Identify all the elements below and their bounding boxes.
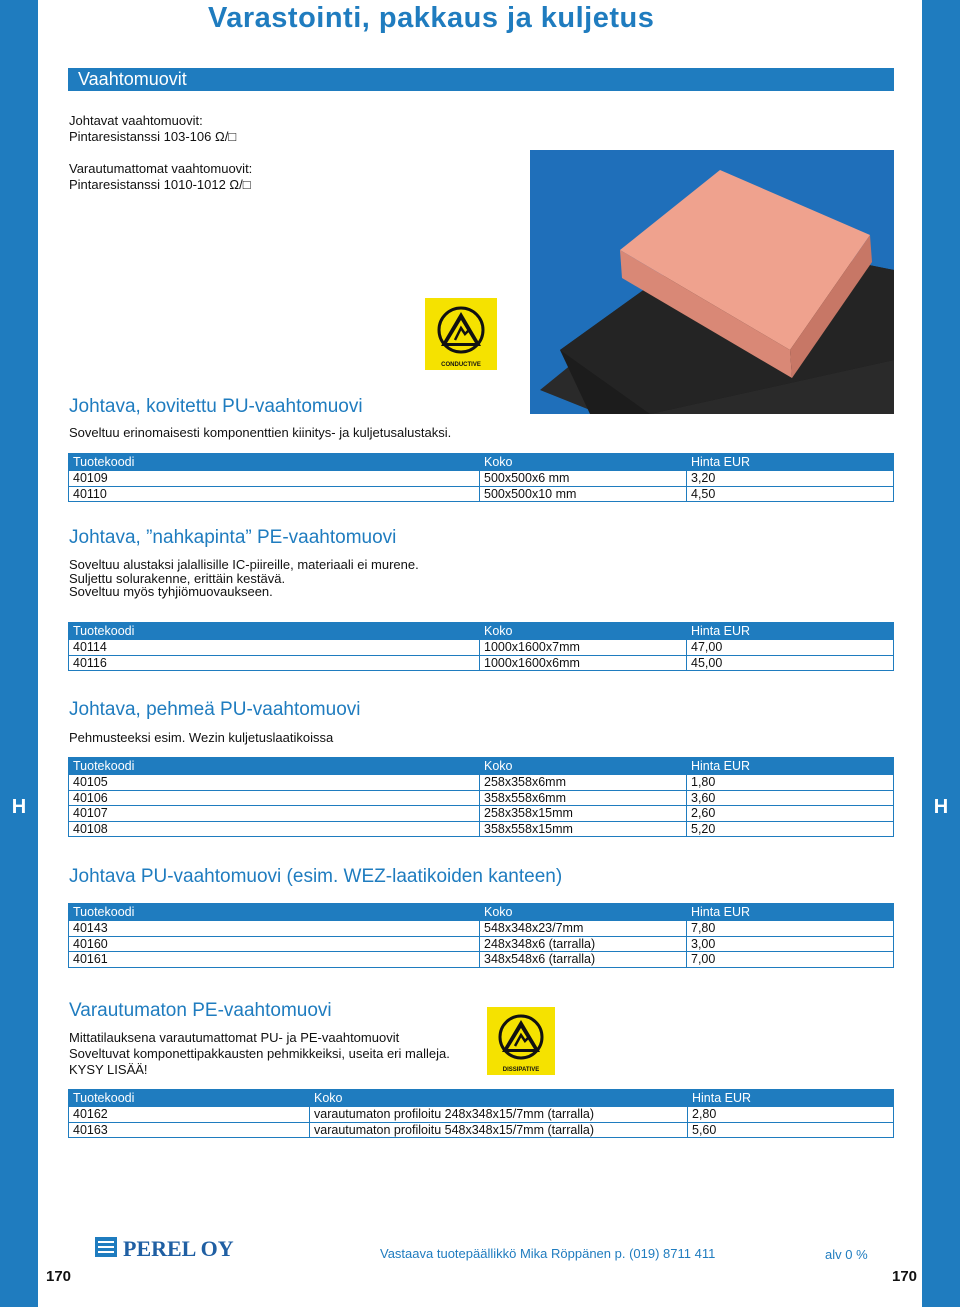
page-title: Varastointi, pakkaus ja kuljetus: [208, 2, 655, 34]
cell-code: 40105: [69, 775, 480, 791]
cell-code: 40116: [69, 655, 480, 671]
product-title-2: Johtava, ”nahkapinta” PE-vaahtomuovi: [69, 527, 397, 548]
cell-code: 40160: [69, 936, 480, 952]
cell-size: 548x348x23/7mm: [480, 921, 687, 937]
conductive-esd-label: [425, 298, 497, 370]
table-row: [69, 921, 894, 937]
cell-size: 358x558x15mm: [480, 821, 687, 837]
cell-size: 248x348x6 (tarralla): [480, 936, 687, 952]
cell-size: 358x558x6mm: [480, 790, 687, 806]
product-table-1: [68, 453, 894, 502]
header-price: Hinta EUR: [687, 623, 894, 640]
cell-price: 1,80: [687, 775, 894, 791]
intro-conductive-value: Pintaresistanssi 103-106 Ω/□: [69, 129, 237, 144]
product-desc-1: [69, 425, 451, 441]
cell-size: varautumaton profiloitu 248x348x15/7mm (tarralla): [310, 1107, 688, 1123]
header-size: Koko: [480, 454, 687, 471]
header-price: Hinta EUR: [687, 904, 894, 921]
cell-price: 3,20: [687, 471, 894, 487]
cell-price: 4,50: [687, 486, 894, 502]
cell-code: 40114: [69, 640, 480, 656]
header-code: Tuotekoodi: [69, 454, 480, 471]
cell-price: 47,00: [687, 640, 894, 656]
page-number-left: 170: [46, 1268, 72, 1285]
cell-price: 3,60: [687, 790, 894, 806]
cell-code: 40108: [69, 821, 480, 837]
product-desc-line: Soveltuvat komponettipakkausten pehmikkeiksi, useita eri malleja.: [69, 1046, 450, 1061]
intro-conductive-title: Johtavat vaahtomuovit:: [69, 113, 203, 128]
table-row: [69, 1107, 894, 1123]
product-desc-line: Suljettu solurakenne, erittäin kestävä.: [69, 570, 286, 586]
intro-dissipative: [69, 161, 252, 193]
left-side-strip: [0, 0, 38, 1307]
header-code: Tuotekoodi: [69, 904, 480, 921]
perel-logo: [95, 1234, 263, 1260]
cell-size: 1000x1600x7mm: [480, 640, 687, 656]
footer-contact: Vastaava tuotepäällikkö Mika Röppänen p. (019) 8711 411: [380, 1246, 716, 1261]
table-row: [69, 936, 894, 952]
header-price: Hinta EUR: [688, 1090, 894, 1107]
product-table-5: [68, 1089, 894, 1138]
cell-size: 500x500x10 mm: [480, 486, 687, 502]
header-code: Tuotekoodi: [69, 1090, 310, 1107]
table-row: [69, 806, 894, 822]
dissipative-label-text: DISSIPATIVE: [502, 1067, 540, 1073]
header-code: Tuotekoodi: [69, 623, 480, 640]
intro-dissipative-value: Pintaresistanssi 1010-1012 Ω/□: [69, 177, 251, 192]
product-desc-line: KYSY LISÄÄ!: [69, 1062, 148, 1077]
product-desc-line: Soveltuu myös tyhjiömuovaukseen.: [69, 584, 273, 599]
table-row: [69, 486, 894, 502]
product-desc-3: [69, 730, 333, 746]
section-title-bar: Vaahtomuovit: [68, 68, 894, 91]
cell-code: 40163: [69, 1122, 310, 1138]
table-row: [69, 1122, 894, 1138]
side-marker-right: H: [933, 796, 949, 818]
product-table-4: [68, 903, 894, 968]
product-title-5: Varautumaton PE-vaahtomuovi: [69, 1000, 332, 1021]
cell-code: 40110: [69, 486, 480, 502]
conductive-label-text: CONDUCTIVE: [441, 362, 481, 368]
cell-price: 45,00: [687, 655, 894, 671]
table-row: [69, 471, 894, 487]
dissipative-esd-label: [487, 1007, 555, 1075]
cell-code: 40107: [69, 806, 480, 822]
product-desc-line: Soveltuu erinomaisesti komponenttien kiinitys- ja kuljetusalustaksi.: [69, 425, 452, 440]
cell-price: 2,60: [687, 806, 894, 822]
cell-price: 5,60: [688, 1122, 894, 1138]
intro-dissipative-title: Varautumattomat vaahtomuovit:: [69, 161, 253, 176]
cell-price: 3,00: [687, 936, 894, 952]
product-title-1: Johtava, kovitettu PU-vaahtomuovi: [69, 396, 363, 417]
cell-size: 258x358x6mm: [480, 775, 687, 791]
product-title-4: Johtava PU-vaahtomuovi (esim. WEZ-laatikoiden kanteen): [69, 866, 563, 887]
table-row: [69, 821, 894, 837]
footer-vat: alv 0 %: [825, 1247, 868, 1262]
table-row: [69, 775, 894, 791]
table-row: [69, 952, 894, 968]
logo-text: PEREL OY: [123, 1236, 234, 1260]
cell-code: 40106: [69, 790, 480, 806]
side-marker-left: H: [11, 796, 27, 818]
product-desc-line: Mittatilauksena varautumattomat PU- ja PE-vaahtomuovit: [69, 1030, 400, 1045]
product-desc-line: Soveltuu alustaksi jalallisille IC-piireille, materiaali ei murene.: [69, 557, 419, 572]
product-title-3: Johtava, pehmeä PU-vaahtomuovi: [69, 699, 361, 720]
header-price: Hinta EUR: [687, 758, 894, 775]
cell-size: varautumaton profiloitu 548x348x15/7mm (tarralla): [310, 1122, 688, 1138]
header-price: Hinta EUR: [687, 454, 894, 471]
cell-code: 40143: [69, 921, 480, 937]
intro-conductive: [69, 113, 236, 145]
table-row: [69, 640, 894, 656]
cell-price: 2,80: [688, 1107, 894, 1123]
header-size: Koko: [480, 904, 687, 921]
product-table-2: [68, 622, 894, 671]
right-side-strip: [922, 0, 960, 1307]
cell-code: 40162: [69, 1107, 310, 1123]
header-size: Koko: [480, 758, 687, 775]
page-number-right: 170: [892, 1268, 918, 1285]
product-desc-line: Pehmusteeksi esim. Wezin kuljetuslaatikoissa: [69, 730, 334, 745]
cell-size: 258x358x15mm: [480, 806, 687, 822]
cell-code: 40109: [69, 471, 480, 487]
product-desc-5: [69, 1030, 450, 1078]
product-table-3: [68, 757, 894, 837]
cell-price: 5,20: [687, 821, 894, 837]
foam-product-photo: [530, 150, 894, 414]
cell-size: 348x548x6 (tarralla): [480, 952, 687, 968]
cell-size: 1000x1600x6mm: [480, 655, 687, 671]
cell-code: 40161: [69, 952, 480, 968]
cell-price: 7,00: [687, 952, 894, 968]
table-row: [69, 655, 894, 671]
cell-price: 7,80: [687, 921, 894, 937]
header-size: Koko: [310, 1090, 688, 1107]
table-row: [69, 790, 894, 806]
product-desc-2: [69, 558, 419, 599]
header-size: Koko: [480, 623, 687, 640]
cell-size: 500x500x6 mm: [480, 471, 687, 487]
header-code: Tuotekoodi: [69, 758, 480, 775]
